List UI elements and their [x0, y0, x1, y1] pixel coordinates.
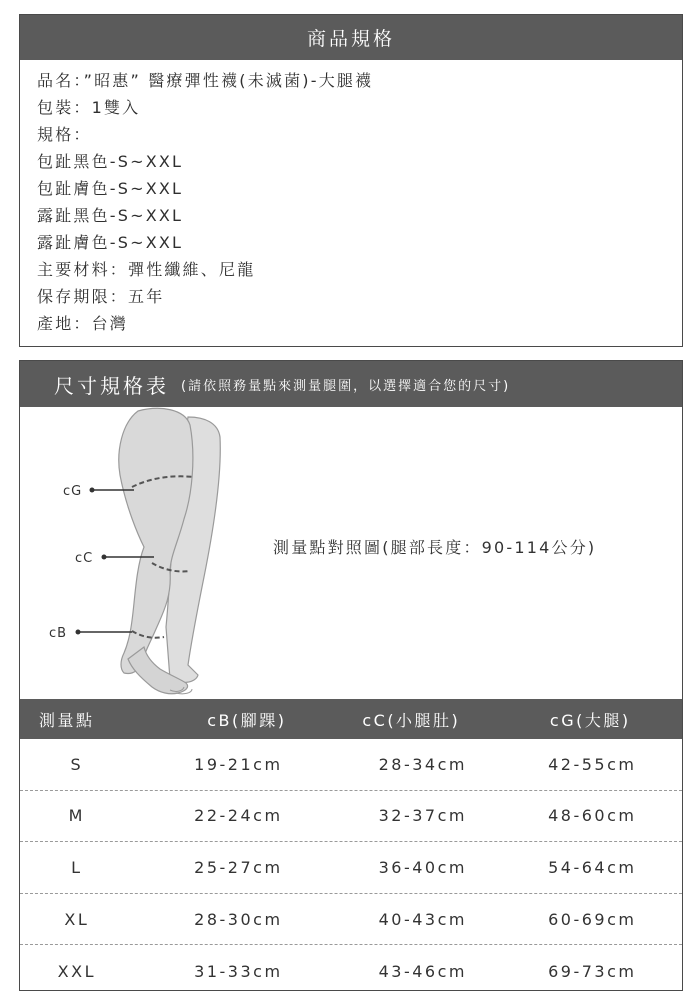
table-row	[20, 739, 682, 791]
cc-cell: 28-34cm	[378, 754, 467, 774]
spec-line-package: 包裝：1雙入	[37, 98, 141, 117]
size-cell: S	[70, 754, 84, 774]
spec-line-variant: 露趾黑色-S~XXL	[37, 206, 184, 225]
cg-cell: 69-73cm	[548, 961, 637, 981]
cb-cell: 28-30cm	[194, 909, 283, 929]
leg-illustration	[20, 407, 280, 699]
cb-cell: 19-21cm	[194, 754, 283, 774]
spec-line-variant: 包趾膚色-S~XXL	[37, 179, 184, 198]
spec-line-origin: 產地：台灣	[37, 314, 129, 333]
cc-cell: 43-46cm	[378, 961, 467, 981]
table-row	[20, 842, 682, 894]
size-chart-title: 尺寸規格表	[54, 373, 169, 398]
size-cell: XXL	[57, 961, 96, 981]
table-row	[20, 894, 682, 946]
cb-cell: 31-33cm	[194, 961, 283, 981]
spec-title: 商品規格	[306, 28, 395, 50]
cg-cell: 48-60cm	[548, 806, 637, 826]
cc-cell: 32-37cm	[378, 806, 467, 826]
spec-header	[20, 15, 682, 60]
header-measure-point: 測量點	[39, 710, 95, 730]
size-chart-header	[20, 361, 682, 407]
spec-line-variant: 露趾膚色-S~XXL	[37, 233, 184, 252]
size-table-body	[20, 739, 682, 997]
spec-line-material: 主要材料：彈性纖維、尼龍	[37, 260, 256, 279]
point-label-cc: cC	[75, 551, 94, 566]
size-chart-subtitle: (請依照務量點來測量腿圍，以選擇適合您的尺寸)	[181, 378, 511, 394]
point-label-cg: cG	[63, 484, 83, 499]
cb-cell: 22-24cm	[194, 806, 283, 826]
header-cc: cC(小腿肚)	[362, 710, 461, 730]
product-spec-panel	[19, 14, 683, 347]
size-chart-panel	[19, 360, 683, 991]
size-cell: XL	[64, 909, 90, 929]
size-table-header	[20, 699, 682, 739]
size-cell: L	[71, 857, 83, 877]
cc-cell: 40-43cm	[378, 909, 467, 929]
spec-line-variant: 包趾黑色-S~XXL	[37, 152, 184, 171]
point-label-cb: cB	[49, 626, 68, 641]
spec-line-spec-heading: 規格：	[37, 125, 92, 144]
spec-line-shelf-life: 保存期限：五年	[37, 287, 165, 306]
cb-cell: 25-27cm	[194, 857, 283, 877]
header-cg: cG(大腿)	[549, 710, 631, 730]
leg-diagram	[20, 407, 682, 699]
table-row	[20, 945, 682, 997]
cg-cell: 42-55cm	[548, 754, 637, 774]
size-cell: M	[68, 806, 85, 826]
cc-cell: 36-40cm	[378, 857, 467, 877]
cg-cell: 54-64cm	[548, 857, 637, 877]
spec-line-product-name: 品名：”昭惠” 醫療彈性襪(未滅菌)-大腿襪	[37, 71, 374, 90]
measurement-caption: 測量點對照圖(腿部長度：90-114公分)	[273, 538, 597, 557]
cg-cell: 60-69cm	[548, 909, 637, 929]
table-row	[20, 791, 682, 843]
header-cb: cB(腳踝)	[207, 710, 287, 730]
spec-list	[20, 60, 682, 337]
